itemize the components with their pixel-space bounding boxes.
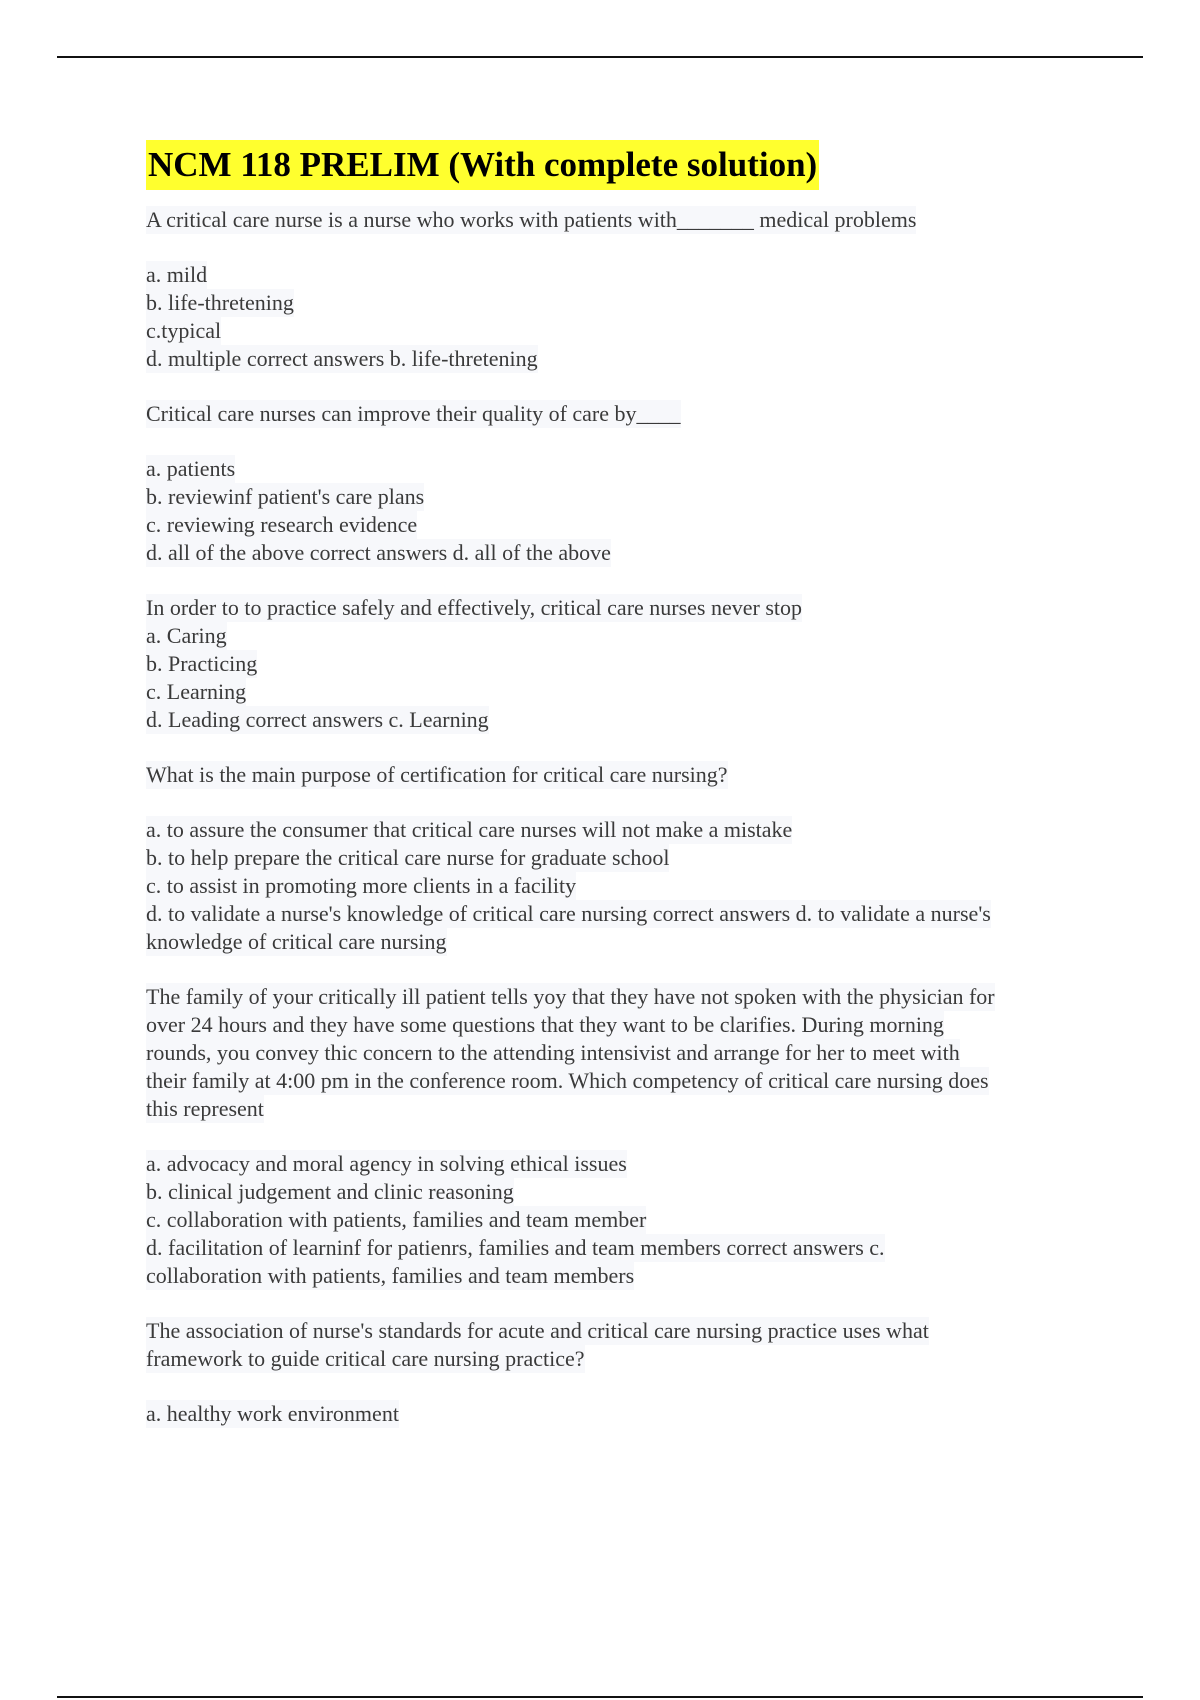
bottom-rule <box>57 1696 1143 1698</box>
answer-option: b. life-thretening <box>146 290 294 315</box>
answer-option: c. collaboration with patients, families and team member <box>146 1207 647 1232</box>
question-block-1 <box>146 206 1086 373</box>
question-text-line: framework to guide critical care nursing practice? <box>146 1346 585 1371</box>
document-title: NCM 118 PRELIM (With complete solution) <box>146 140 819 190</box>
question-text-line: this represent <box>146 1096 264 1121</box>
question-text: A critical care nurse is a nurse who works with patients with_______ medical problems <box>146 207 917 232</box>
question-text-line: rounds, you convey thic concern to the attending intensivist and arrange for her to meet with <box>146 1040 960 1065</box>
answer-option-continued: collaboration with patients, families and team members <box>146 1263 635 1288</box>
spacer <box>146 234 1086 261</box>
question-block-6 <box>146 1317 1086 1428</box>
spacer <box>146 789 1086 816</box>
question-block-2 <box>146 400 1086 567</box>
question-text-line: their family at 4:00 pm in the conference room. Which competency of critical care nursing does <box>146 1068 989 1093</box>
spacer <box>146 1373 1086 1400</box>
answer-option: c.typical <box>146 318 222 343</box>
question-block-4 <box>146 761 1086 956</box>
answer-option: d. facilitation of learninf for patienrs, families and team members correct answers c. <box>146 1235 885 1260</box>
question-text-line: The family of your critically ill patient tells yoy that they have not spoken with the physician for <box>146 984 995 1009</box>
answer-option: d. multiple correct answers b. life-thretening <box>146 346 538 371</box>
answer-option: d. all of the above correct answers d. all of the above <box>146 540 611 565</box>
question-block-3 <box>146 594 1086 734</box>
answer-option: b. to help prepare the critical care nurse for graduate school <box>146 845 670 870</box>
spacer <box>146 1123 1086 1150</box>
answer-option: a. healthy work environment <box>146 1401 399 1426</box>
question-text: Critical care nurses can improve their quality of care by____ <box>146 401 681 426</box>
question-text-line: The association of nurse's standards for acute and critical care nursing practice uses what <box>146 1318 929 1343</box>
question-block-5 <box>146 983 1086 1290</box>
top-rule <box>57 56 1143 58</box>
answer-option: a. advocacy and moral agency in solving ethical issues <box>146 1151 627 1176</box>
answer-option: c. to assist in promoting more clients in a facility <box>146 873 577 898</box>
answer-option: a. to assure the consumer that critical care nurses will not make a mistake <box>146 817 793 842</box>
answer-option: b. Practicing <box>146 651 258 676</box>
answer-option: b. clinical judgement and clinic reasoning <box>146 1179 514 1204</box>
answer-option: c. Learning <box>146 679 247 704</box>
answer-option: d. to validate a nurse's knowledge of critical care nursing correct answers d. to validate a nurse's <box>146 901 991 926</box>
answer-option: d. Leading correct answers c. Learning <box>146 707 489 732</box>
answer-option: a. mild <box>146 262 208 287</box>
answer-option-continued: knowledge of critical care nursing <box>146 929 447 954</box>
answer-option: c. reviewing research evidence <box>146 512 418 537</box>
answer-option: a. patients <box>146 456 236 481</box>
answer-option: a. Caring <box>146 623 227 648</box>
question-text-line: over 24 hours and they have some questions that they want to be clarifies. During morning <box>146 1012 944 1037</box>
question-text: In order to to practice safely and effectively, critical care nurses never stop <box>146 595 803 620</box>
answer-option: b. reviewinf patient's care plans <box>146 484 425 509</box>
spacer <box>146 428 1086 455</box>
question-text: What is the main purpose of certification for critical care nursing? <box>146 762 728 787</box>
document-page <box>146 140 1086 1455</box>
